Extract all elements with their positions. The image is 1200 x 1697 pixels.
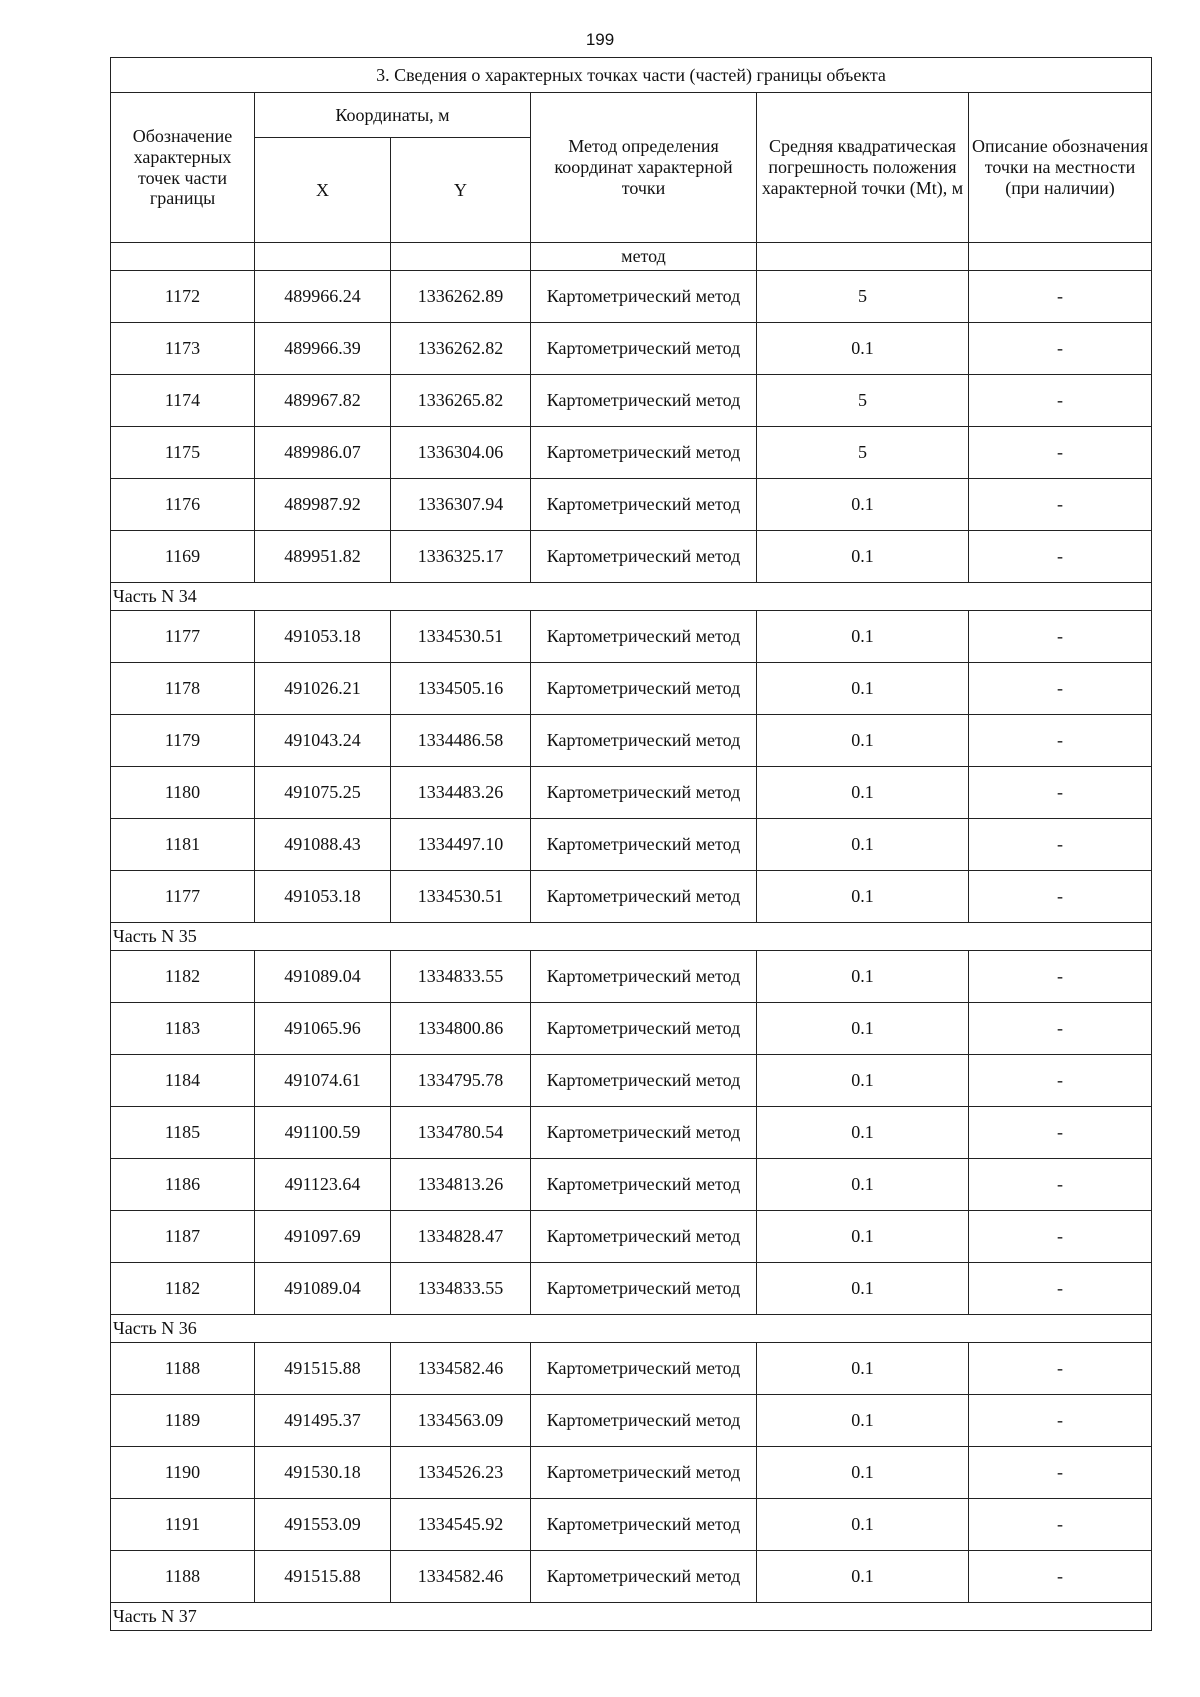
error-cell: 0.1 bbox=[757, 1499, 969, 1551]
x-cell: 491089.04 bbox=[255, 951, 391, 1003]
method-cell: Картометрический метод bbox=[531, 1343, 757, 1395]
error-cell: 0.1 bbox=[757, 1211, 969, 1263]
point-id-cell: 1169 bbox=[111, 531, 255, 583]
error-cell: 5 bbox=[757, 375, 969, 427]
x-cell: 491074.61 bbox=[255, 1055, 391, 1107]
continuation-method: метод bbox=[531, 243, 757, 271]
error-cell: 0.1 bbox=[757, 951, 969, 1003]
description-cell: - bbox=[969, 1055, 1152, 1107]
error-cell: 0.1 bbox=[757, 819, 969, 871]
table-row bbox=[111, 1003, 1152, 1055]
method-cell: Картометрический метод bbox=[531, 375, 757, 427]
method-cell: Картометрический метод bbox=[531, 715, 757, 767]
method-cell: Картометрический метод bbox=[531, 1003, 757, 1055]
y-cell: 1334497.10 bbox=[391, 819, 531, 871]
x-cell: 491515.88 bbox=[255, 1343, 391, 1395]
point-id-cell: 1184 bbox=[111, 1055, 255, 1107]
method-cell: Картометрический метод bbox=[531, 951, 757, 1003]
x-cell: 491088.43 bbox=[255, 819, 391, 871]
point-id-cell: 1185 bbox=[111, 1107, 255, 1159]
table-row bbox=[111, 1055, 1152, 1107]
x-cell: 491053.18 bbox=[255, 871, 391, 923]
part-label: Часть N 36 bbox=[111, 1315, 1152, 1343]
description-cell: - bbox=[969, 663, 1152, 715]
continuation-row bbox=[111, 243, 1152, 271]
y-cell: 1334530.51 bbox=[391, 871, 531, 923]
method-cell: Картометрический метод bbox=[531, 531, 757, 583]
point-id-cell: 1186 bbox=[111, 1159, 255, 1211]
point-id-cell: 1177 bbox=[111, 871, 255, 923]
point-id-cell: 1179 bbox=[111, 715, 255, 767]
table-row bbox=[111, 531, 1152, 583]
point-id-cell: 1172 bbox=[111, 271, 255, 323]
point-id-cell: 1176 bbox=[111, 479, 255, 531]
error-cell: 0.1 bbox=[757, 871, 969, 923]
description-cell: - bbox=[969, 767, 1152, 819]
description-cell: - bbox=[969, 375, 1152, 427]
x-cell: 491026.21 bbox=[255, 663, 391, 715]
point-id-cell: 1175 bbox=[111, 427, 255, 479]
table-row bbox=[111, 271, 1152, 323]
coordinates-table bbox=[110, 57, 1152, 1631]
y-cell: 1334828.47 bbox=[391, 1211, 531, 1263]
part-label: Часть N 37 bbox=[111, 1603, 1152, 1631]
header-method: Метод определения координат характерной точки bbox=[531, 93, 757, 243]
table-body bbox=[111, 243, 1152, 1631]
y-cell: 1334530.51 bbox=[391, 611, 531, 663]
error-cell: 0.1 bbox=[757, 531, 969, 583]
point-id-cell: 1191 bbox=[111, 1499, 255, 1551]
error-cell: 0.1 bbox=[757, 479, 969, 531]
x-cell: 491100.59 bbox=[255, 1107, 391, 1159]
method-cell: Картометрический метод bbox=[531, 1447, 757, 1499]
x-cell: 491075.25 bbox=[255, 767, 391, 819]
error-cell: 0.1 bbox=[757, 767, 969, 819]
x-cell: 489987.92 bbox=[255, 479, 391, 531]
part-header-row bbox=[111, 1603, 1152, 1631]
x-cell: 491495.37 bbox=[255, 1395, 391, 1447]
point-id-cell: 1174 bbox=[111, 375, 255, 427]
description-cell: - bbox=[969, 531, 1152, 583]
error-cell: 0.1 bbox=[757, 715, 969, 767]
y-cell: 1334563.09 bbox=[391, 1395, 531, 1447]
error-cell: 0.1 bbox=[757, 1551, 969, 1603]
table-row bbox=[111, 951, 1152, 1003]
y-cell: 1334486.58 bbox=[391, 715, 531, 767]
description-cell: - bbox=[969, 271, 1152, 323]
error-cell: 0.1 bbox=[757, 1055, 969, 1107]
table-title-row bbox=[111, 58, 1152, 93]
x-cell: 489986.07 bbox=[255, 427, 391, 479]
table-row bbox=[111, 767, 1152, 819]
table-row bbox=[111, 1343, 1152, 1395]
y-cell: 1334800.86 bbox=[391, 1003, 531, 1055]
description-cell: - bbox=[969, 1343, 1152, 1395]
part-header-row bbox=[111, 583, 1152, 611]
table-row bbox=[111, 819, 1152, 871]
point-id-cell: 1189 bbox=[111, 1395, 255, 1447]
table-row bbox=[111, 871, 1152, 923]
error-cell: 0.1 bbox=[757, 663, 969, 715]
error-cell: 0.1 bbox=[757, 1003, 969, 1055]
table-row bbox=[111, 1551, 1152, 1603]
point-id-cell: 1177 bbox=[111, 611, 255, 663]
x-cell: 491065.96 bbox=[255, 1003, 391, 1055]
y-cell: 1336265.82 bbox=[391, 375, 531, 427]
error-cell: 0.1 bbox=[757, 1447, 969, 1499]
y-cell: 1334545.92 bbox=[391, 1499, 531, 1551]
header-y: Y bbox=[391, 138, 531, 243]
description-cell: - bbox=[969, 427, 1152, 479]
description-cell: - bbox=[969, 715, 1152, 767]
y-cell: 1334526.23 bbox=[391, 1447, 531, 1499]
point-id-cell: 1181 bbox=[111, 819, 255, 871]
point-id-cell: 1183 bbox=[111, 1003, 255, 1055]
error-cell: 0.1 bbox=[757, 1159, 969, 1211]
y-cell: 1334813.26 bbox=[391, 1159, 531, 1211]
table-row bbox=[111, 1395, 1152, 1447]
header-error: Средняя квадратическая погрешность положения характерной точки (Mt), м bbox=[757, 93, 969, 243]
y-cell: 1336307.94 bbox=[391, 479, 531, 531]
y-cell: 1334582.46 bbox=[391, 1551, 531, 1603]
x-cell: 489951.82 bbox=[255, 531, 391, 583]
method-cell: Картометрический метод bbox=[531, 819, 757, 871]
description-cell: - bbox=[969, 1159, 1152, 1211]
x-cell: 489966.24 bbox=[255, 271, 391, 323]
error-cell: 0.1 bbox=[757, 1395, 969, 1447]
y-cell: 1336325.17 bbox=[391, 531, 531, 583]
point-id-cell: 1182 bbox=[111, 1263, 255, 1315]
method-cell: Картометрический метод bbox=[531, 611, 757, 663]
method-cell: Картометрический метод bbox=[531, 871, 757, 923]
page-number: 199 bbox=[585, 30, 615, 49]
x-cell: 491123.64 bbox=[255, 1159, 391, 1211]
x-cell: 489966.39 bbox=[255, 323, 391, 375]
table-row bbox=[111, 611, 1152, 663]
point-id-cell: 1173 bbox=[111, 323, 255, 375]
part-label: Часть N 34 bbox=[111, 583, 1152, 611]
y-cell: 1334833.55 bbox=[391, 951, 531, 1003]
error-cell: 0.1 bbox=[757, 1263, 969, 1315]
header-description: Описание обозначения точки на местности (при наличии) bbox=[969, 93, 1152, 243]
point-id-cell: 1190 bbox=[111, 1447, 255, 1499]
error-cell: 0.1 bbox=[757, 1107, 969, 1159]
header-row bbox=[111, 93, 1152, 138]
method-cell: Картометрический метод bbox=[531, 1211, 757, 1263]
x-cell: 491053.18 bbox=[255, 611, 391, 663]
y-cell: 1334833.55 bbox=[391, 1263, 531, 1315]
point-id-cell: 1180 bbox=[111, 767, 255, 819]
header-x: X bbox=[255, 138, 391, 243]
error-cell: 0.1 bbox=[757, 611, 969, 663]
description-cell: - bbox=[969, 611, 1152, 663]
part-label: Часть N 35 bbox=[111, 923, 1152, 951]
table-row bbox=[111, 323, 1152, 375]
method-cell: Картометрический метод bbox=[531, 1499, 757, 1551]
x-cell: 491089.04 bbox=[255, 1263, 391, 1315]
table-row bbox=[111, 1447, 1152, 1499]
error-cell: 0.1 bbox=[757, 1343, 969, 1395]
table-row bbox=[111, 715, 1152, 767]
method-cell: Картометрический метод bbox=[531, 271, 757, 323]
description-cell: - bbox=[969, 819, 1152, 871]
table-row bbox=[111, 1499, 1152, 1551]
y-cell: 1336262.89 bbox=[391, 271, 531, 323]
description-cell: - bbox=[969, 871, 1152, 923]
description-cell: - bbox=[969, 951, 1152, 1003]
x-cell: 491515.88 bbox=[255, 1551, 391, 1603]
description-cell: - bbox=[969, 1395, 1152, 1447]
y-cell: 1336262.82 bbox=[391, 323, 531, 375]
error-cell: 0.1 bbox=[757, 323, 969, 375]
y-cell: 1334795.78 bbox=[391, 1055, 531, 1107]
point-id-cell: 1188 bbox=[111, 1343, 255, 1395]
part-header-row bbox=[111, 923, 1152, 951]
description-cell: - bbox=[969, 1447, 1152, 1499]
description-cell: - bbox=[969, 1003, 1152, 1055]
method-cell: Картометрический метод bbox=[531, 479, 757, 531]
y-cell: 1334483.26 bbox=[391, 767, 531, 819]
table-row bbox=[111, 1159, 1152, 1211]
point-id-cell: 1187 bbox=[111, 1211, 255, 1263]
description-cell: - bbox=[969, 1211, 1152, 1263]
table-row bbox=[111, 1107, 1152, 1159]
header-coordinates: Координаты, м bbox=[255, 93, 531, 138]
method-cell: Картометрический метод bbox=[531, 427, 757, 479]
method-cell: Картометрический метод bbox=[531, 1551, 757, 1603]
error-cell: 5 bbox=[757, 271, 969, 323]
table-row bbox=[111, 375, 1152, 427]
point-id-cell: 1188 bbox=[111, 1551, 255, 1603]
table-title: 3. Сведения о характерных точках части (частей) границы объекта bbox=[111, 58, 1152, 93]
table-row bbox=[111, 427, 1152, 479]
table-row bbox=[111, 1211, 1152, 1263]
point-id-cell: 1178 bbox=[111, 663, 255, 715]
table-row bbox=[111, 479, 1152, 531]
x-cell: 489967.82 bbox=[255, 375, 391, 427]
x-cell: 491097.69 bbox=[255, 1211, 391, 1263]
method-cell: Картометрический метод bbox=[531, 767, 757, 819]
description-cell: - bbox=[969, 1107, 1152, 1159]
method-cell: Картометрический метод bbox=[531, 1107, 757, 1159]
method-cell: Картометрический метод bbox=[531, 323, 757, 375]
method-cell: Картометрический метод bbox=[531, 1159, 757, 1211]
method-cell: Картометрический метод bbox=[531, 1055, 757, 1107]
header-point: Обозначение характерных точек части границы bbox=[111, 93, 255, 243]
method-cell: Картометрический метод bbox=[531, 1263, 757, 1315]
description-cell: - bbox=[969, 1551, 1152, 1603]
x-cell: 491553.09 bbox=[255, 1499, 391, 1551]
method-cell: Картометрический метод bbox=[531, 663, 757, 715]
y-cell: 1334505.16 bbox=[391, 663, 531, 715]
part-header-row bbox=[111, 1315, 1152, 1343]
y-cell: 1336304.06 bbox=[391, 427, 531, 479]
x-cell: 491530.18 bbox=[255, 1447, 391, 1499]
point-id-cell: 1182 bbox=[111, 951, 255, 1003]
y-cell: 1334780.54 bbox=[391, 1107, 531, 1159]
table-row bbox=[111, 1263, 1152, 1315]
description-cell: - bbox=[969, 1263, 1152, 1315]
description-cell: - bbox=[969, 479, 1152, 531]
description-cell: - bbox=[969, 1499, 1152, 1551]
description-cell: - bbox=[969, 323, 1152, 375]
method-cell: Картометрический метод bbox=[531, 1395, 757, 1447]
table-row bbox=[111, 663, 1152, 715]
x-cell: 491043.24 bbox=[255, 715, 391, 767]
y-cell: 1334582.46 bbox=[391, 1343, 531, 1395]
error-cell: 5 bbox=[757, 427, 969, 479]
